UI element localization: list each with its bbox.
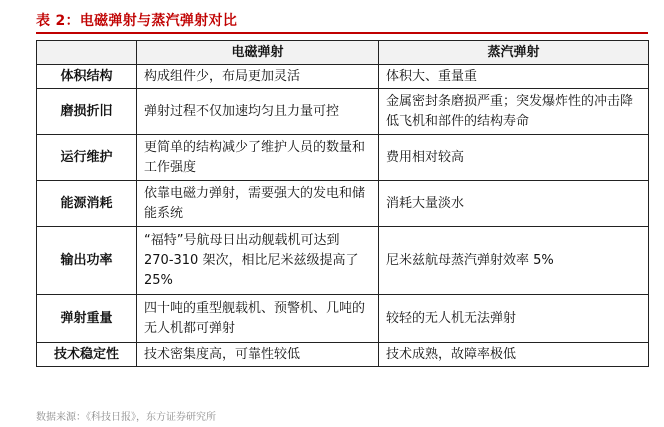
table-row (37, 135, 649, 181)
steam-cell: 体积大、重量重 (379, 65, 649, 89)
table-row (37, 227, 649, 295)
steam-cell: 技术成熟，故障率极低 (379, 343, 649, 367)
row-label: 体积结构 (37, 65, 137, 89)
table-row (37, 343, 649, 367)
table-row (37, 89, 649, 135)
comparison-table (36, 40, 649, 367)
steam-cell: 消耗大量淡水 (379, 181, 649, 227)
electromagnetic-cell: “福特”号航母日出动舰载机可达到 270-310 架次，相比尼米兹级提高了 25% (137, 227, 379, 295)
electromagnetic-cell: 四十吨的重型舰载机、预警机、几吨的无人机都可弹射 (137, 295, 379, 343)
header-electromagnetic: 电磁弹射 (137, 41, 379, 65)
table-row (37, 295, 649, 343)
data-source-note: 数据来源：《科技日报》，东方证券研究所 (36, 412, 216, 423)
electromagnetic-cell: 构成组件少，布局更加灵活 (137, 65, 379, 89)
steam-cell: 尼米兹航母蒸汽弹射效率 5% (379, 227, 649, 295)
electromagnetic-cell: 弹射过程不仅加速均匀且力量可控 (137, 89, 379, 135)
row-label: 输出功率 (37, 227, 137, 295)
table-header-row (37, 41, 649, 65)
row-label: 能源消耗 (37, 181, 137, 227)
table-row (37, 65, 649, 89)
row-label: 弹射重量 (37, 295, 137, 343)
row-label: 技术稳定性 (37, 343, 137, 367)
electromagnetic-cell: 技术密集度高，可靠性较低 (137, 343, 379, 367)
steam-cell: 较轻的无人机无法弹射 (379, 295, 649, 343)
electromagnetic-cell: 依靠电磁力弹射，需要强大的发电和储能系统 (137, 181, 379, 227)
electromagnetic-cell: 更简单的结构减少了维护人员的数量和工作强度 (137, 135, 379, 181)
steam-cell: 费用相对较高 (379, 135, 649, 181)
header-corner (37, 41, 137, 65)
table-title: 表 2：电磁弹射与蒸汽弹射对比 (36, 13, 238, 29)
row-label: 磨损折旧 (37, 89, 137, 135)
header-steam: 蒸汽弹射 (379, 41, 649, 65)
table-row (37, 181, 649, 227)
steam-cell: 金属密封条磨损严重；突发爆炸性的冲击降低飞机和部件的结构寿命 (379, 89, 649, 135)
row-label: 运行维护 (37, 135, 137, 181)
title-divider (36, 32, 648, 34)
